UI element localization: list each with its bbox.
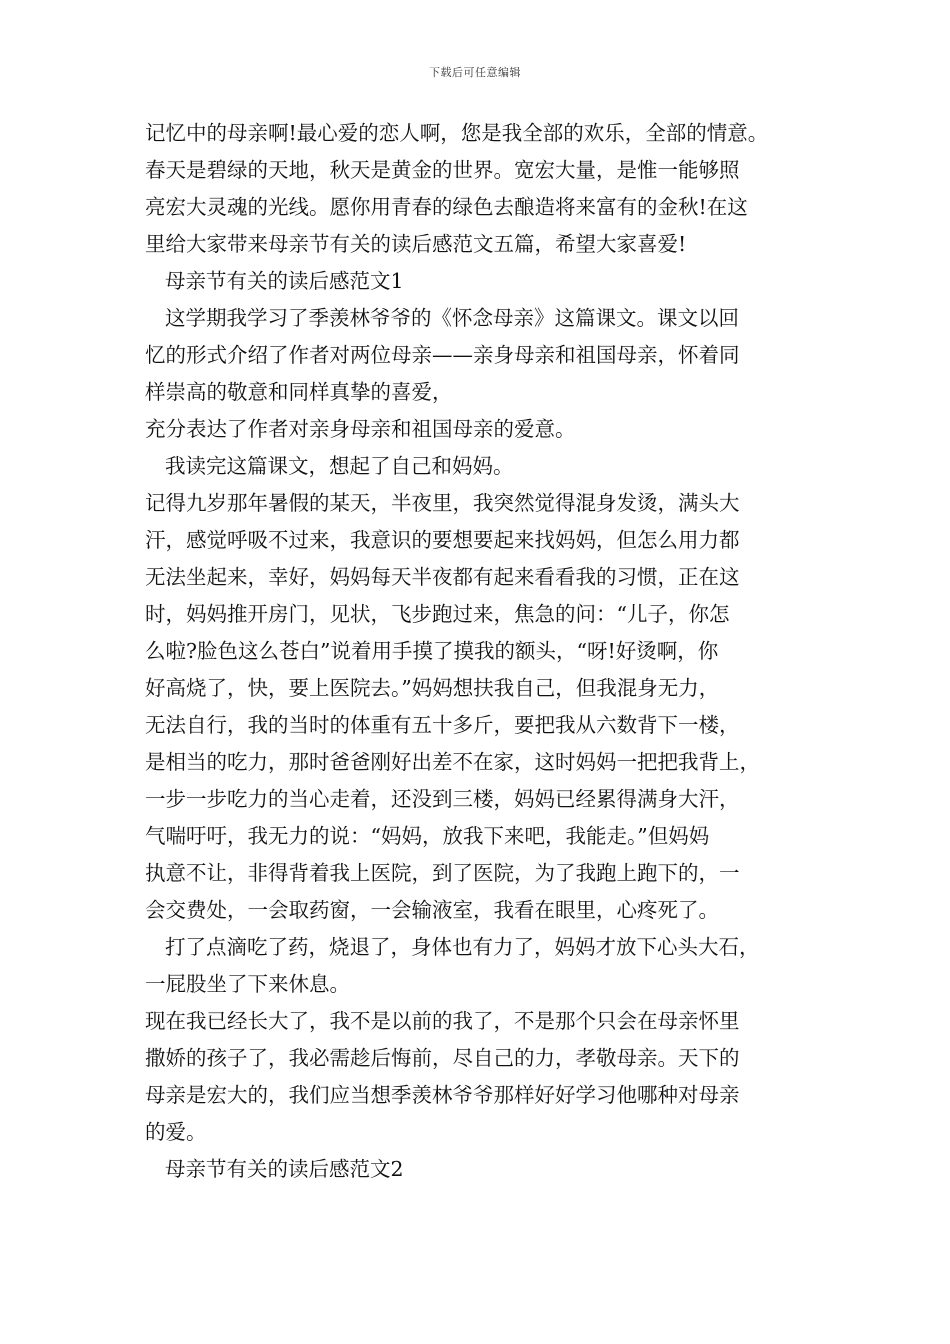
text-line: 亮宏大灵魂的光线。愿你用青春的绿色去酿造将来富有的金秋!在这	[145, 195, 748, 219]
text-line: 记忆中的母亲啊!最心爱的恋人啊，您是我全部的欢乐，全部的情意。	[145, 121, 769, 145]
text-line: 充分表达了作者对亲身母亲和祖国母亲的爱意。	[145, 417, 576, 441]
text-line: 一屁股坐了下来休息。	[145, 972, 350, 996]
text-line: 母亲是宏大的，我们应当想季羡林爷爷那样好好学习他哪种对母亲	[145, 1083, 740, 1107]
text-line: 一步一步吃力的当心走着，还没到三楼，妈妈已经累得满身大汗，	[145, 787, 740, 811]
text-line: 打了点滴吃了药，烧退了，身体也有力了，妈妈才放下心头大石，	[165, 935, 760, 959]
text-line: 汗，感觉呼吸不过来，我意识的要想要起来找妈妈，但怎么用力都	[145, 528, 740, 552]
text-line: 这学期我学习了季羡林爷爷的《怀念母亲》这篇课文。课文以回	[165, 306, 739, 330]
text-line: 我读完这篇课文，想起了自己和妈妈。	[165, 454, 514, 478]
document-body	[145, 115, 827, 1188]
text-line: 是相当的吃力，那时爸爸刚好出差不在家，这时妈妈一把把我背上，	[145, 750, 760, 774]
text-line: 好高烧了，快，要上医院去。”妈妈想扶我自己，但我混身无力，	[145, 676, 720, 700]
text-line: 母亲节有关的读后感范文1	[165, 269, 404, 293]
text-line: 母亲节有关的读后感范文2	[165, 1157, 404, 1181]
text-line: 忆的形式介绍了作者对两位母亲——亲身母亲和祖国母亲，怀着同	[145, 343, 740, 367]
text-line: 时，妈妈推开房门，见状，飞步跑过来，焦急的问：“儿子，你怎	[145, 602, 730, 626]
text-line: 么啦?脸色这么苍白”说着用手摸了摸我的额头，“呀!好烫啊，你	[145, 639, 719, 663]
text-line: 撒娇的孩子了，我必需趁后悔前，尽自己的力，孝敬母亲。天下的	[145, 1046, 740, 1070]
text-line: 样崇高的敬意和同样真挚的喜爱，	[145, 380, 453, 404]
text-line: 的爱。	[145, 1120, 207, 1144]
text-line: 春天是碧绿的天地，秋天是黄金的世界。宽宏大量，是惟一能够照	[145, 158, 740, 182]
text-line: 记得九岁那年暑假的某天，半夜里，我突然觉得混身发烫，满头大	[145, 491, 740, 515]
text-line: 执意不让，非得背着我上医院，到了医院，为了我跑上跑下的，一	[145, 861, 740, 885]
text-line: 会交费处，一会取药窗，一会输液室，我看在眼里，心疼死了。	[145, 898, 719, 922]
text-line: 无法自行，我的当时的体重有五十多斤，要把我从六数背下一楼，	[145, 713, 740, 737]
text-line: 气喘吁吁，我无力的说：“妈妈，放我下来吧，我能走。”但妈妈	[145, 824, 710, 848]
page-header-note: 下载后可任意编辑	[429, 66, 521, 79]
text-line: 现在我已经长大了，我不是以前的我了，不是那个只会在母亲怀里	[145, 1009, 740, 1033]
text-line: 无法坐起来，幸好，妈妈每天半夜都有起来看看我的习惯，正在这	[145, 565, 740, 589]
text-line: 里给大家带来母亲节有关的读后感范文五篇，希望大家喜爱!	[145, 232, 687, 256]
